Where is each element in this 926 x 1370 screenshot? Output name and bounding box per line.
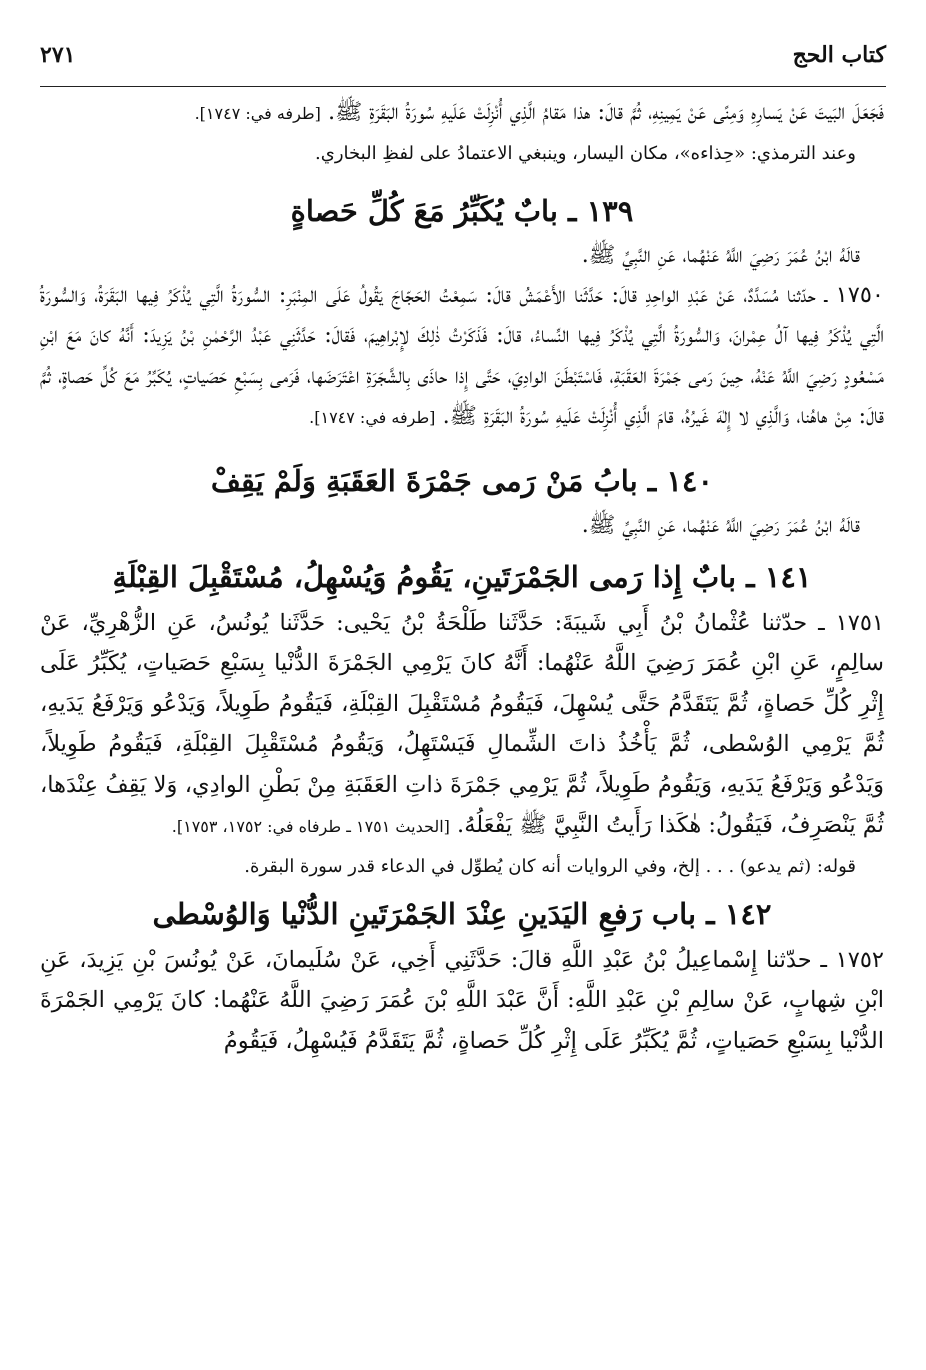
chapter-heading-141: ١٤١ ـ بابٌ إِذا رَمى الجَمْرَتَينِ، يَقُومُ وَيُسْهِلُ، مُسْتَقْبِلَ القِبْلَةِ (112, 559, 812, 594)
chapter-heading-140: ١٤٠ ـ بابُ مَنْ رَمى جَمْرَةَ العَقَبَةِ وَلَمْ يَقِفْ (210, 463, 714, 498)
hadith-text: فَجَعَلَ البَيتَ عَنْ يَسارِهِ وَمِنًى عَنْ يَمِينِهِ، ثُمَّ قالَ: هذا مَقامُ الَّذِي أُنْزِلَتْ عَلَيهِ سُورَةُ البَقَرَةِ ﷺ. (328, 99, 884, 125)
cross-reference: [طرفه في: ١٧٤٧]. (309, 408, 436, 427)
cross-reference: [الحديث ١٧٥١ ـ طرفاه في: ١٧٥٢، ١٧٥٣]. (171, 817, 450, 836)
chapter-narration: قالَهُ ابْنُ عُمَرَ رَضِيَ اللَّهُ عَنْهُما، عَنِ النَّبِيِّ ﷺ. (581, 242, 860, 268)
hadith-1750 (40, 275, 884, 439)
cross-reference: [طرفه في: ١٧٤٧]. (194, 104, 321, 123)
header-divider (40, 86, 886, 87)
book-title: كتاب الحج (792, 42, 886, 68)
hadith-text: ١٧٥٢ ـ حدّثنا إِسْماعِيلُ بْنُ عَبْدِ اللَّهِ قالَ: حَدَّثَنِي أَخِي، عَنْ سُلَيمانَ، عَنْ يُونُسَ بْنِ يَزِيدَ، عَنِ ابْنِ شِهابٍ، عَنْ سالِمِ بْنِ عَبْدِ اللَّهِ: أَنَّ عَبْدَ اللَّهِ بْنَ عُمَرَ رَضِيَ اللَّهُ عَنْهُما: كانَ يَرْمِي الجَمْرَةَ الدُّنْيا بِسَبْعِ حَصَياتٍ، ثُمَّ يُكَبِّرُ عَلَى إِثْرِ كُلِّ حَصاةٍ، ثُمَّ يَتَقَدَّمُ فَيُسْهِلُ، فَيَقُومُ (40, 946, 884, 1054)
commentary-note: قوله: (ثم يدعو) . . . إلخ، وفي الروايات أنه كان يُطوِّل في الدعاء قدر سورة البقرة. (244, 855, 856, 877)
page-number: ٢٧١ (40, 42, 76, 68)
hadith-text: ١٧٥١ ـ حدّثنا عُثْمانُ بْنُ أَبِي شَيبَةَ: حَدَّثَنا طَلْحَةُ بْنُ يَحْيى: حَدَّثَنا يُونُسُ، عَنِ الزُّهْرِيِّ، عَنْ سالِمٍ، عَنِ ابْنِ عُمَرَ رَضِيَ اللَّهُ عَنْهُما: أَنَّهُ كانَ يَرْمِي الجَمْرَةَ الدُّنْيا بِسَبْعِ حَصَياتٍ، يُكَبِّرُ عَلَى إِثْرِ كُلِّ حَصاةٍ، ثُمَّ يَتَقَدَّمُ حَتَّى يُسْهِلَ، فَيَقُومُ مُسْتَقْبِلَ القِبْلَةِ، فَيَقُومُ طَوِيلاً، وَيَدْعُو وَيَرْفَعُ يَدَيهِ، ثُمَّ يَرْمِي الوُسْطى، ثُمَّ يَأْخُذُ ذاتَ الشِّمالِ فَيَسْتَهِلُ، وَيَقُومُ مُسْتَقْبِلَ القِبْلَةِ، فَيَقُومُ طَوِيلاً، وَيَدْعُو وَيَرْفَعُ يَدَيهِ، وَيَقُومُ طَوِيلاً، ثُمَّ يَرْمِي جَمْرَةَ ذاتِ العَقَبَةِ مِنْ بَطْنِ الوادِي، وَلا يَقِفُ عِنْدَها، ثُمَّ يَنْصَرِفُ، فَيَقُولُ: هٰكَذا رَأَيتُ النَّبِيَّ ﷺ يَفْعَلُهُ. (40, 609, 884, 838)
hadith-1752 (40, 940, 884, 1062)
page-body (40, 92, 884, 1061)
hadith-text: ١٧٥٠ ـ حدّثنا مُسَدَّدٌ، عَنْ عَبْدِ الواحِدِ قالَ: حَدَّثَنا الأَعْمَشُ قالَ: سَمِعْتُ الحَجّاجَ يَقُولُ عَلَى المِنْبَرِ: السُّورَةُ الَّتِي يُذْكَرُ فِيها البَقَرَةُ، وَالسُّورَةُ الَّتِي يُذْكَرُ فِيها آلُ عِمْرانَ، وَالسُّورَةُ الَّتِي يُذْكَرُ فِيها النِّساءُ، قالَ: فَذَكَرْتُ ذٰلِكَ لإِبْراهِيمَ، فَقالَ: حَدَّثَنِي عَبْدُ الرَّحْمٰنِ بْنُ يَزِيدَ: أَنَّهُ كانَ مَعَ ابْنِ مَسْعُودٍ رَضِيَ اللَّهُ عَنْهُ، حِينَ رَمى جَمْرَةَ العَقَبَةِ، فَاسْتَبْطَنَ الوادِيَ، حَتَّى إِذا حاذَى بِالشَّجَرَةِ اعْتَرَضَها، فَرَمى بِسَبْعِ حَصَياتٍ، يُكَبِّرُ مَعَ كُلِّ حَصاةٍ، ثُمَّ قالَ: مِنْ هاهُنا، وَالَّذِي لا إِلٰهَ غَيرُهُ، قامَ الَّذِي أُنْزِلَتْ عَلَيهِ سُورَةُ البَقَرَةِ ﷺ. (40, 281, 884, 429)
chapter-heading-139: ١٣٩ ـ بابٌ يُكَبِّرُ مَعَ كُلِّ حَصاةٍ (290, 193, 634, 228)
running-header (40, 42, 886, 68)
chapter-narration: قالَهُ ابْنُ عُمَرَ رَضِيَ اللَّهُ عَنْهُما، عَنِ النَّبِيِّ ﷺ. (581, 512, 860, 538)
commentary-note: وعند الترمذي: «حِذاءه»، مكان اليسار، وينبغي الاعتمادُ على لفظِ البخاري. (315, 142, 856, 164)
chapter-heading-142: ١٤٢ ـ باب رَفعِ اليَدَينِ عِنْدَ الجَمْرَتَينِ الدُّنْيا وَالوُسْطى (152, 896, 772, 931)
hadith-1749-continuation (40, 92, 884, 135)
hadith-1751 (40, 603, 884, 848)
